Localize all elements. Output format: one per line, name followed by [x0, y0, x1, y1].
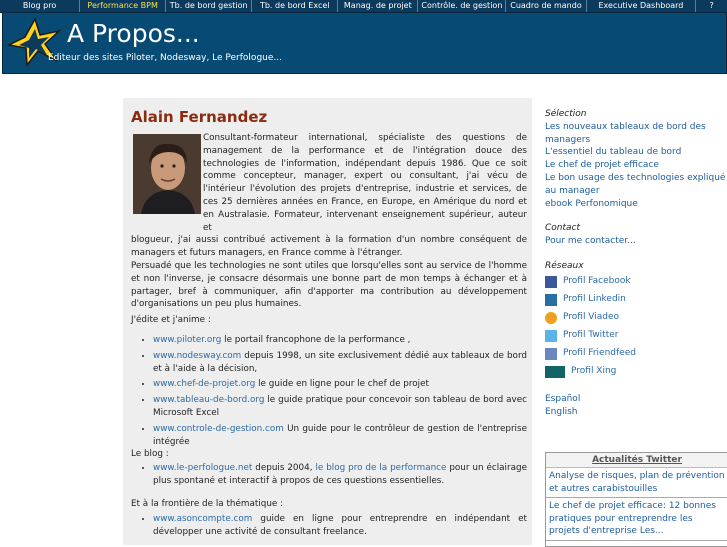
language-espanol[interactable]: Español: [545, 393, 581, 404]
link-chef-de-projet[interactable]: www.chef-de-projet.org: [153, 379, 256, 390]
network-twitter[interactable]: Profil Twitter: [545, 327, 727, 345]
site-title: A Propos...: [67, 19, 200, 48]
network-linkedin[interactable]: Profil Linkedin: [545, 291, 727, 309]
network-viadeo[interactable]: Profil Viadeo: [545, 309, 727, 327]
list-item: • www.chef-de-projet.org le guide en ligne pour le chef de projet: [153, 378, 527, 391]
border-intro: Et à la frontière de la thématique :: [131, 499, 284, 509]
nav-controle-de-gestion[interactable]: Contrôle. de gestion: [418, 0, 506, 12]
site-subtitle: Editeur des sites Piloter, Nodesway, Le Perfologue...: [48, 53, 282, 63]
link-asoncompte[interactable]: www.asoncompte.com: [153, 514, 253, 524]
list-item: • www.le-perfologue.net depuis 2004, le blog pro de la performance pour un éclairage plus spontané et interactif à propos de ces questions essentielles.: [153, 462, 527, 488]
news-item[interactable]: Le chef de projet efficace: 12 bonnes pratiques pour entreprendre les projets d'entreprise Les...: [546, 498, 727, 541]
network-friendfeed[interactable]: Profil Friendfeed: [545, 345, 727, 363]
sidebar-link-contact[interactable]: Pour me contacter...: [545, 236, 636, 247]
site-header: [2, 12, 727, 74]
sidebar-link-nouveaux-tableaux[interactable]: Les nouveaux tableaux de bord des managers: [545, 121, 706, 145]
mission-paragraph: Persuadé que les technologies ne sont utiles que lorsqu'elles sont au service de l'homme et non l'inverse, je consacre désormais une bonne part de mon temps à échanger et à partager, bref à communiquer, afin d'apporter ma contribution au développement d'organisations un peu plus humaines.: [131, 261, 527, 310]
author-name: Alain Fernandez: [131, 108, 268, 126]
sidebar-link-chef-de-projet[interactable]: Le chef de projet efficace: [545, 160, 659, 171]
twitter-icon: [545, 330, 557, 342]
viadeo-icon: [545, 312, 557, 324]
language-english[interactable]: English: [545, 406, 578, 417]
news-item[interactable]: Analyse de risques, plan de prévention et autres carabistouilles: [546, 468, 727, 498]
list-item: • www.piloter.org le portail francophone de la performance ,: [153, 334, 527, 347]
linkedin-icon: [545, 294, 557, 306]
network-facebook[interactable]: Profil Facebook: [545, 273, 727, 291]
nav-cuadro-de-mando[interactable]: Cuadro de mando: [506, 0, 586, 12]
sidebar-link-essentiel[interactable]: L'essentiel du tableau de bord: [545, 147, 682, 158]
edit-intro: J'édite et j'anime :: [131, 315, 211, 325]
networks-heading: Réseaux: [545, 260, 584, 271]
language-list: [545, 393, 727, 419]
contact-heading: Contact: [545, 223, 581, 234]
link-piloter[interactable]: www.piloter.org: [153, 335, 222, 345]
border-list: [131, 513, 527, 542]
link-perfologue[interactable]: www.le-perfologue.net: [153, 463, 253, 473]
blog-intro: Le blog :: [131, 449, 169, 459]
link-nodesway[interactable]: www.nodesway.com: [153, 350, 242, 361]
nav-manag-de-projet[interactable]: Manag. de projet: [338, 0, 418, 12]
nav-help[interactable]: ?: [709, 1, 714, 10]
nav-blog-pro[interactable]: Blog pro: [0, 0, 80, 12]
twitter-news-box: [545, 452, 727, 547]
intro-paragraph-continued: blogueur, j'ai aussi contribué activement à la formation d'un nombre conséquent de managers et futurs managers, en France comme à l'étranger.: [131, 235, 527, 258]
link-tableau-de-bord[interactable]: www.tableau-de-bord.org: [153, 395, 265, 406]
sidebar-link-bon-usage[interactable]: Le bon usage des technologies expliqué au manager: [545, 172, 726, 196]
list-item: • www.controle-de-gestion.com Un guide pour le contrôleur de gestion de l'entreprise intégrée: [153, 423, 527, 449]
nav-performance-bpm[interactable]: Performance BPM: [80, 0, 166, 12]
sidebar-link-ebook[interactable]: ebook Perfonomique: [545, 198, 638, 209]
author-photo: [133, 134, 201, 214]
nav-tb-de-bord-gestion[interactable]: Tb. de bord gestion: [166, 0, 252, 12]
list-item: • www.asoncompte.com guide en ligne pour entreprendre en indépendant et développer une activité de consultant freelance.: [153, 513, 527, 539]
blog-list: [131, 462, 527, 491]
intro-paragraph: Consultant-formateur international, spécialiste des questions de management de la performance et de l'intégration douce des technologies de l'information, indépendant depuis 1986. Que ce soit comme concepteur, manager, expert ou consultant, j'ai vécu de l'intérieur l'évolution des projets d'entreprise, industrie et services, de ces 25 dernières années en France, en Europe, en Amérique du nord et en Australasie. Formateur, intervenant enseignement supérieur, auteur et: [203, 133, 527, 233]
list-item: • www.nodesway.com depuis 1998, un site exclusivement dédié aux tableaux de bord et à l'aide à la décision,: [153, 350, 527, 376]
news-title[interactable]: Actualités Twitter: [546, 453, 727, 468]
link-controle-de-gestion[interactable]: www.controle-de-gestion.com: [153, 423, 284, 434]
nav-tb-de-bord-excel[interactable]: Tb. de bord Excel: [252, 0, 338, 12]
xing-icon: [545, 366, 565, 378]
facebook-icon: [545, 276, 557, 288]
selection-heading: Sélection: [545, 109, 587, 119]
main-content: [123, 98, 532, 545]
list-item: • www.tableau-de-bord.org le guide pratique pour concevoir son tableau de bord avec Microsoft Excel: [153, 394, 527, 420]
sidebar: [545, 108, 727, 418]
friendfeed-icon: [545, 348, 557, 360]
edit-list: [131, 334, 527, 451]
network-xing[interactable]: Profil Xing: [545, 363, 727, 381]
link-blog-pro[interactable]: le blog pro de la performance: [315, 463, 447, 473]
nav-executive-dashboard[interactable]: Executive Dashboard: [587, 0, 697, 12]
